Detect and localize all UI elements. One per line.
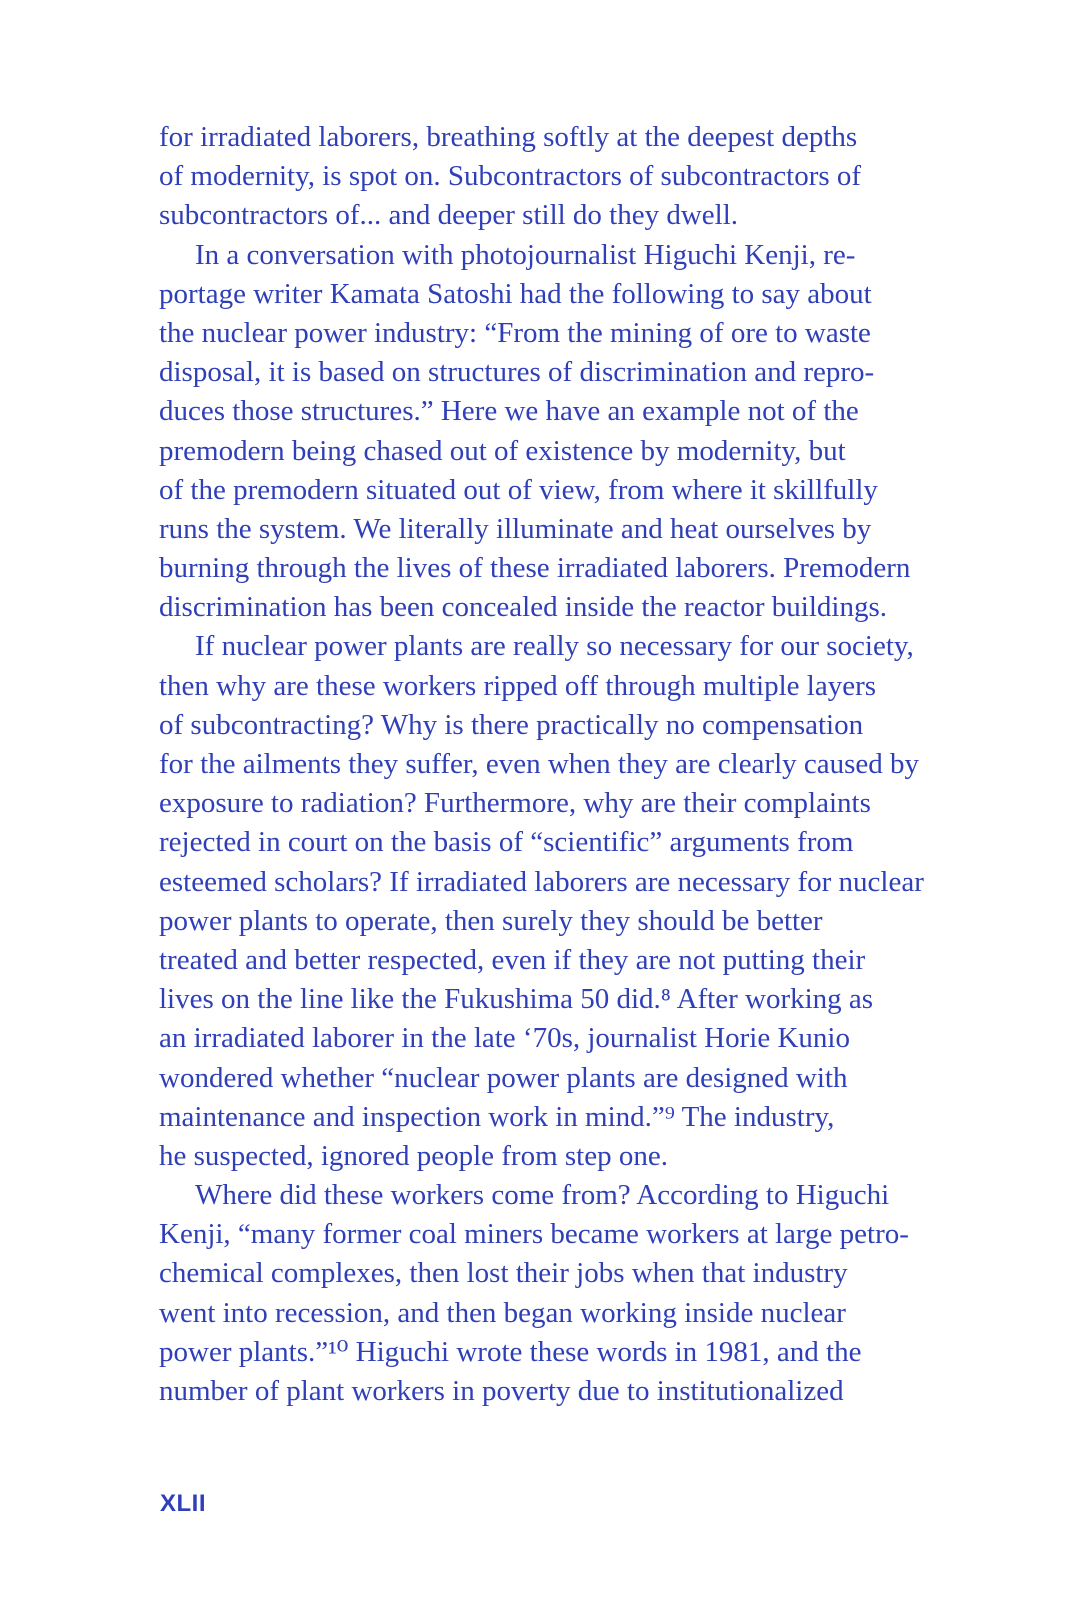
- text-line: of modernity, is spot on. Subcontractors of subcontractors of: [159, 160, 862, 193]
- text-line: exposure to radiation? Furthermore, why are their complaints: [159, 787, 871, 820]
- text-line: treated and better respected, even if they are not putting their: [159, 943, 866, 976]
- text-line: of the premodern situated out of view, from where it skillfully: [159, 473, 878, 506]
- text-line: power plants.”¹⁰ Higuchi wrote these words in 1981, and the: [159, 1335, 862, 1368]
- text-line: he suspected, ignored people from step one.: [159, 1139, 668, 1172]
- page-number: XLII: [160, 1490, 207, 1517]
- text-line: Where did these workers come from? According to Higuchi: [195, 1179, 890, 1212]
- text-line: number of plant workers in poverty due to institutionalized: [159, 1375, 844, 1407]
- body-text: [159, 118, 929, 1411]
- text-line: duces those structures.” Here we have an example not of the: [159, 395, 859, 428]
- text-line: runs the system. We literally illuminate and heat ourselves by: [159, 512, 872, 545]
- text-line: premodern being chased out of existence by modernity, but: [159, 434, 846, 467]
- text-line: esteemed scholars? If irradiated laborers are necessary for nuclear: [159, 865, 924, 898]
- text-line: portage writer Kamata Satoshi had the following to say about: [159, 277, 872, 310]
- text-line: then why are these workers ripped off through multiple layers: [159, 669, 877, 702]
- text-line: the nuclear power industry: “From the mining of ore to waste: [159, 316, 871, 349]
- text-line: In a conversation with photojournalist Higuchi Kenji, re-: [195, 238, 856, 271]
- text-line: If nuclear power plants are really so necessary for our society,: [195, 630, 914, 663]
- text-line: for the ailments they suffer, even when they are clearly caused by: [159, 748, 920, 780]
- text-line: discrimination has been concealed inside the reactor buildings.: [159, 591, 887, 624]
- text-line: Kenji, “many former coal miners became workers at large petro-: [159, 1218, 909, 1251]
- text-line: disposal, it is based on structures of discrimination and repro-: [159, 356, 875, 389]
- text-line: rejected in court on the basis of “scientific” arguments from: [159, 826, 854, 859]
- text-line: for irradiated laborers, breathing softly at the deepest depths: [159, 121, 858, 153]
- text-line: an irradiated laborer in the late ‘70s, journalist Horie Kunio: [159, 1022, 850, 1055]
- text-line: chemical complexes, then lost their jobs when that industry: [159, 1257, 848, 1290]
- text-line: power plants to operate, then surely they should be better: [159, 904, 823, 937]
- text-line: burning through the lives of these irradiated laborers. Premodern: [159, 552, 911, 585]
- text-line: wondered whether “nuclear power plants are designed with: [159, 1061, 848, 1094]
- text-line: maintenance and inspection work in mind.”⁹ The industry,: [159, 1100, 835, 1133]
- text-line: went into recession, and then began working inside nuclear: [159, 1296, 846, 1329]
- text-line: of subcontracting? Why is there practically no compensation: [159, 708, 864, 741]
- text-line: subcontractors of... and deeper still do they dwell.: [159, 199, 739, 232]
- text-line: lives on the line like the Fukushima 50 did.⁸ After working as: [159, 983, 874, 1016]
